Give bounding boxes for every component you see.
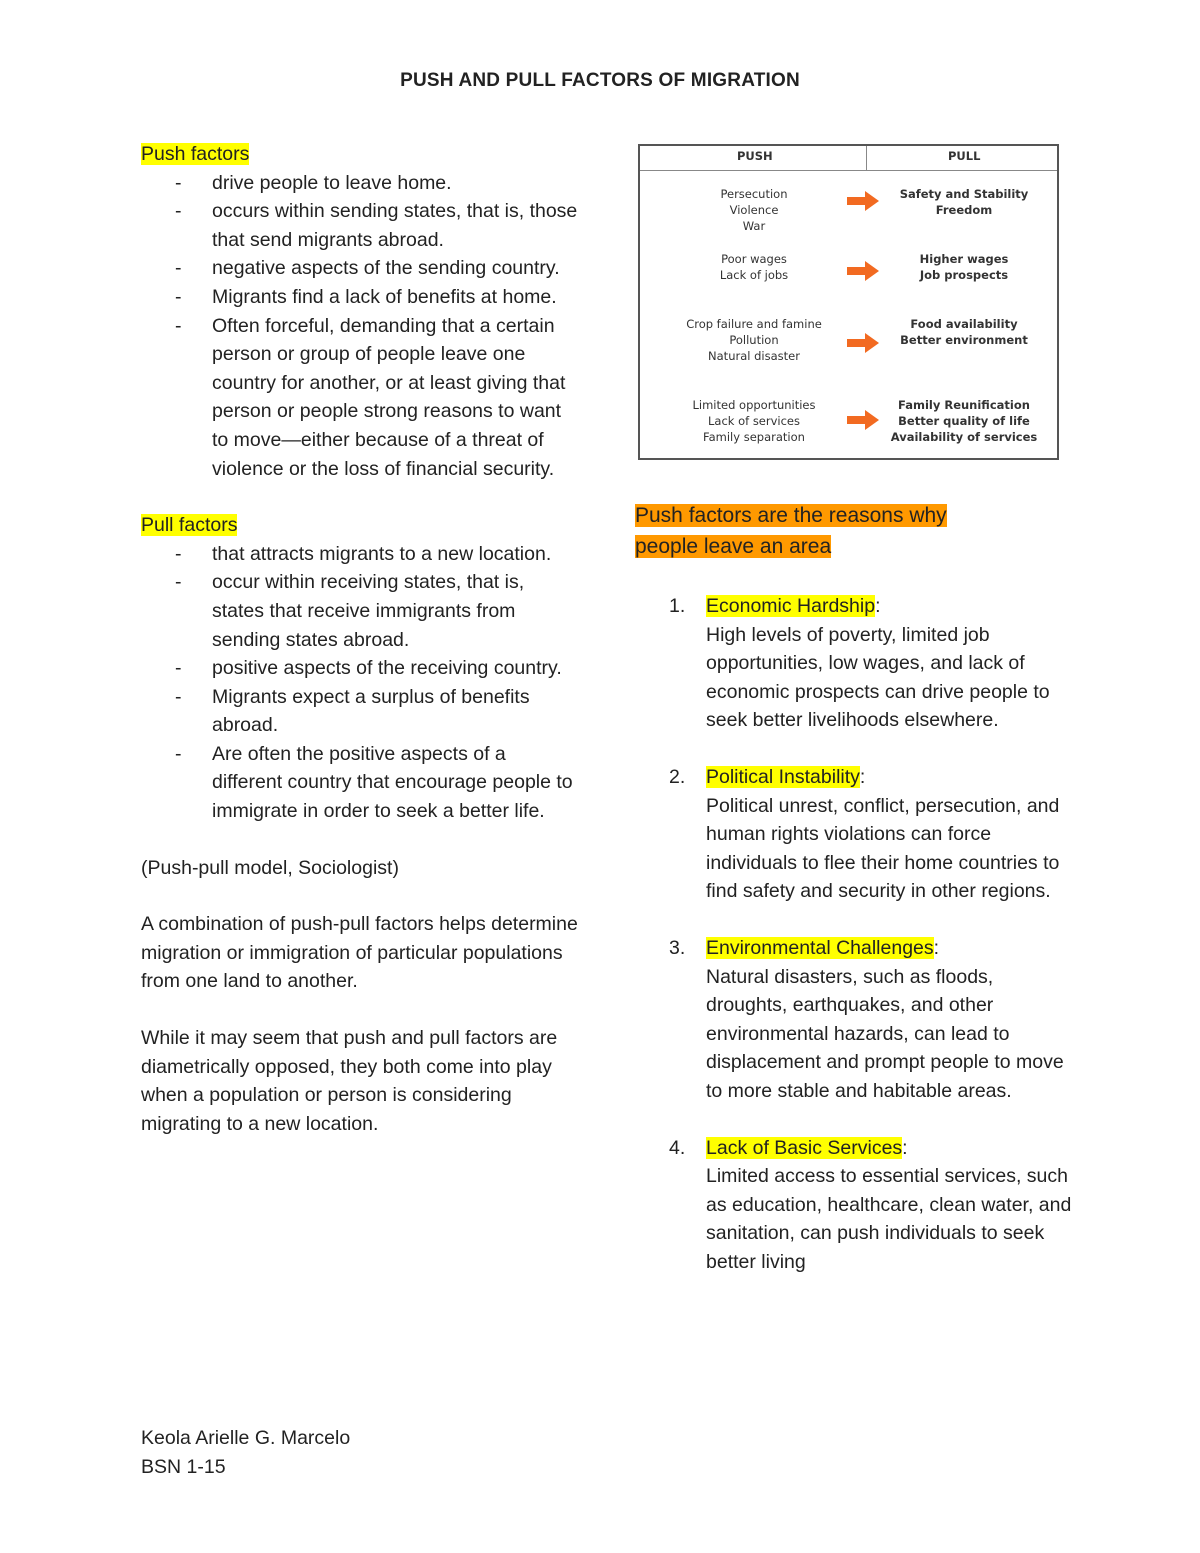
list-item: - occur within receiving states, that is, states that receive immigrants from sending states abroad. [141,568,581,654]
list-item: - positive aspects of the receiving country. [141,654,581,683]
reason-title: Lack of Basic Services [706,1136,903,1159]
push-factors-heading: Push factors [141,143,250,165]
list-number: 3. [669,936,686,959]
reason-title: Political Instability [706,765,860,788]
list-item: - occurs within sending states, that is, those that send migrants abroad. [141,197,581,254]
diagram-push-cell: Persecution Violence War [720,187,788,233]
list-item: - negative aspects of the sending country. [141,254,581,283]
list-number: 4. [669,1136,686,1159]
reason-text: Natural disasters, such as floods, droughts, earthquakes, and other environmental hazards, can lead to displacement and prompt people to move to more stable and habitable areas. [706,965,1064,1102]
list-item [635,1134,1075,1277]
list-item: - Often forceful, demanding that a certain person or group of people leave one country for another, or at least giving that person or people strong reasons to want to move—either because of a threat of violence or the loss of financial security. [141,312,581,484]
diagram-push-cell: Limited opportunities Lack of services Family separation [692,398,816,444]
page-title: PUSH AND PULL FACTORS OF MIGRATION [400,70,800,91]
list-item [635,763,1075,906]
reasons-heading: Push factors are the reasons why people leave an area [635,504,947,558]
reasons-list [635,592,1075,1276]
reason-title-suffix: : [902,1136,908,1159]
push-factors-section [141,140,581,483]
pull-factors-heading: Pull factors [141,514,238,537]
pull-factors-section [141,511,581,826]
reason-text: Political unrest, conflict, persecution, and human rights violations can force individuals to flee their home countries to find safety and security in other regions. [706,794,1060,903]
diagram-push-header: PUSH [737,149,773,163]
diagram-pull-cell: Safety and Stability Freedom [899,187,1029,217]
list-item: - Migrants find a lack of benefits at home. [141,283,581,312]
list-item [635,934,1075,1106]
citation: (Push-pull model, Sociologist) [141,856,399,879]
left-column [141,140,581,1138]
list-number: 2. [669,765,686,788]
diagram-pull-header: PULL [948,149,981,163]
right-column [635,500,1075,1304]
diagram-push-cell: Crop failure and famine Pollution Natural disaster [686,317,822,363]
list-item: - that attracts migrants to a new location. [141,540,581,569]
diagram-pull-cell: Food availability Better environment [900,317,1028,347]
reason-title-suffix: : [875,595,881,617]
reason-title-suffix: : [933,936,940,959]
reason-text: High levels of poverty, limited job opportunities, low wages, and lack of economic prospects can drive people to seek better livelihoods elsewhere. [706,623,1050,732]
reason-text: Limited access to essential services, such as education, healthcare, clean water, and sanitation, can push individuals to seek better living [706,1165,1072,1273]
diagram-header [640,146,1057,171]
diagram-pull-cell: Higher wages Job prospects [919,252,1009,282]
reason-title-suffix: : [859,765,866,788]
list-item: - drive people to leave home. [141,169,581,198]
diagram-pull-cell: Family Reunification Better quality of life Availability of services [890,398,1038,444]
pull-factors-list [141,540,581,826]
list-item: - Are often the positive aspects of a different country that encourage people to immigrate in order to seek a better life. [141,740,581,826]
push-factors-list [141,169,581,484]
diagram-push-cell: Poor wages Lack of jobs [719,252,789,282]
list-item: - Migrants expect a surplus of benefits abroad. [141,683,581,740]
author-name: Keola Arielle G. Marcelo [141,1427,351,1449]
author-section: BSN 1-15 [141,1455,226,1478]
list-number: 1. [669,595,686,617]
push-pull-diagram [638,144,1059,460]
reason-title: Economic Hardship [706,595,876,617]
author-block [141,1424,350,1481]
list-item [635,592,1075,735]
reasons-heading-block [635,500,995,562]
reason-title: Environmental Challenges [706,936,934,959]
paragraph: A combination of push-pull factors helps determine migration or immigration of particular populations from one land to another. [141,913,578,993]
paragraph: While it may seem that push and pull factors are diametrically opposed, they both come into play when a population or person is considering migrating to a new location. [141,1027,558,1135]
